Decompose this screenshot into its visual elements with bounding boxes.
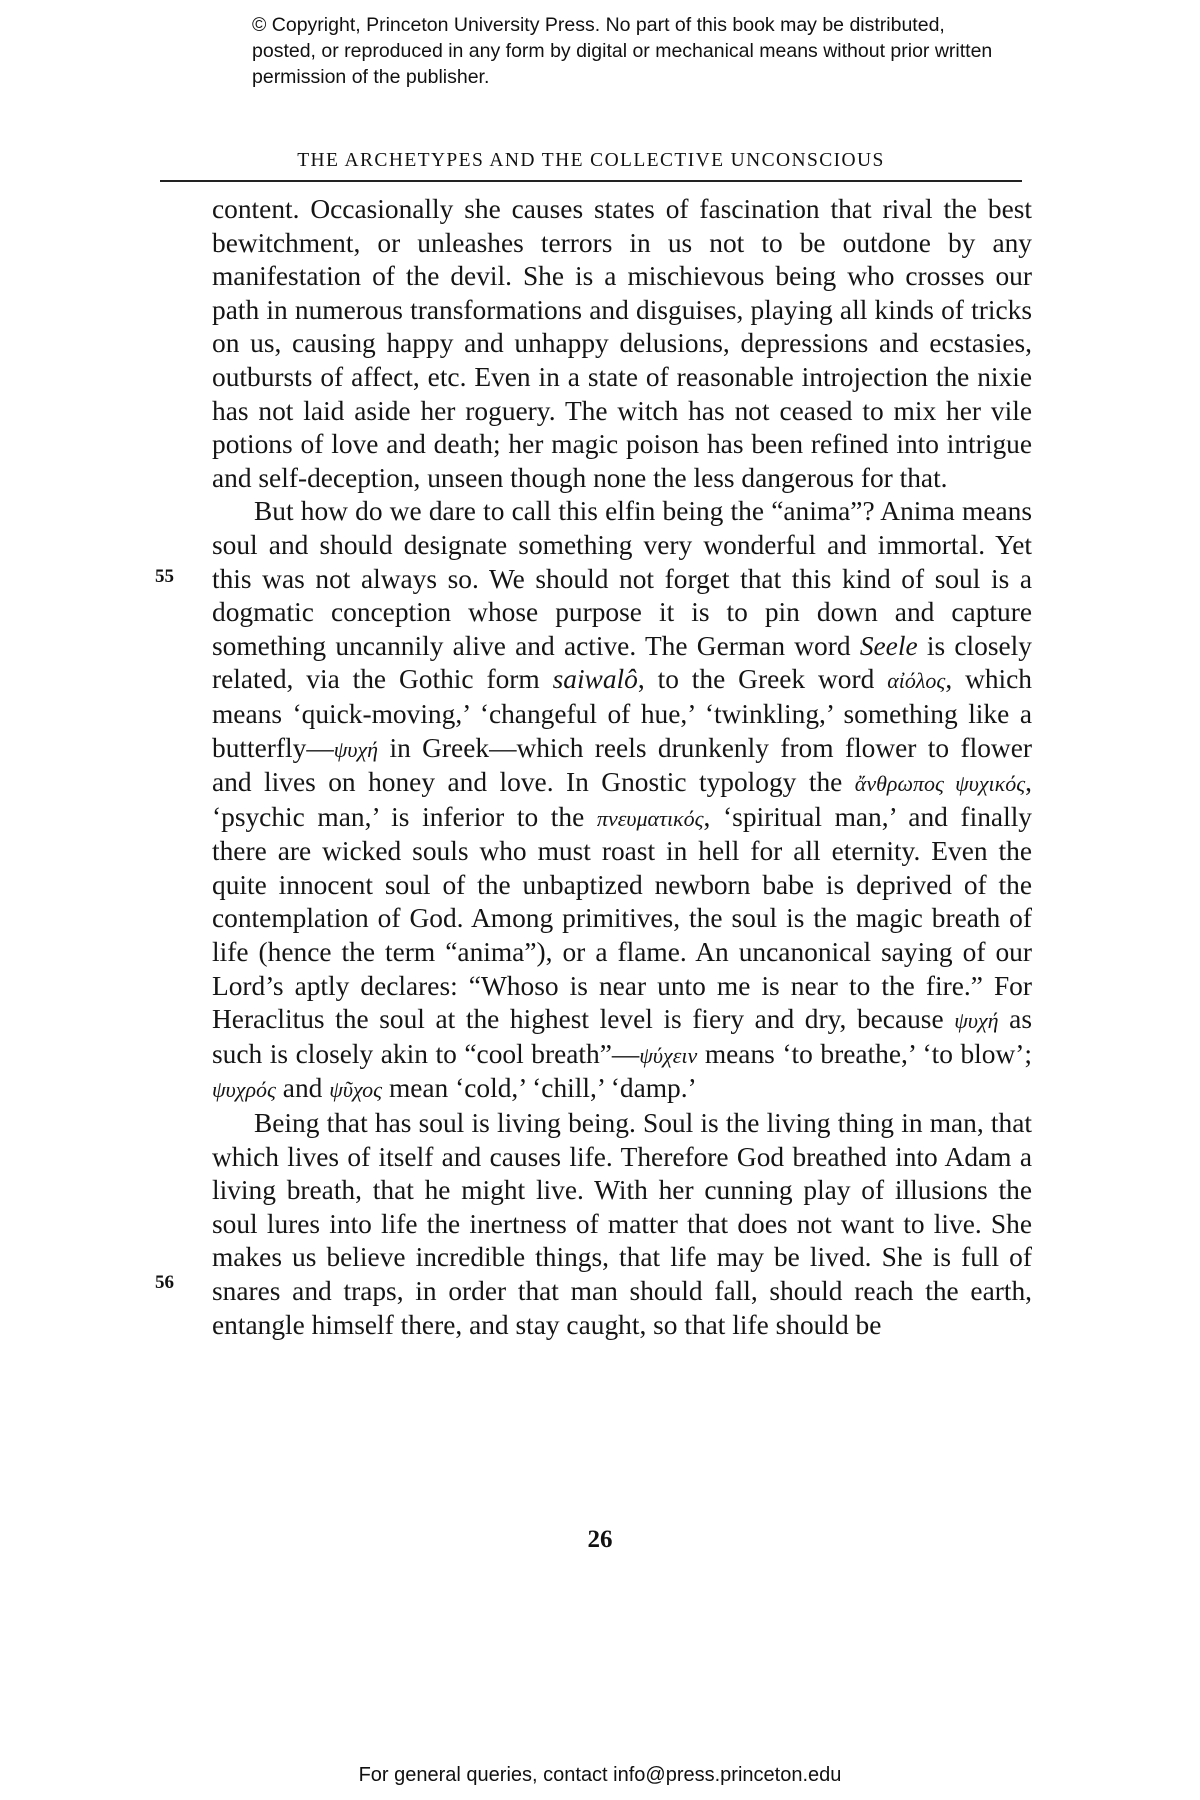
greek-psyche: ψυχή bbox=[954, 1008, 999, 1034]
term-seele: Seele bbox=[859, 630, 918, 661]
greek-anthropos-psychikos: ἄνθρωπος ψυχικός bbox=[854, 771, 1026, 797]
greek-pneumatikos: πνευματικός bbox=[596, 805, 704, 831]
text-run: , which means ‘quick-moving,’ ‘changeful of hue,’ ‘twinkling,’ something like a butterfly— bbox=[212, 664, 1033, 763]
text-run: is closely related, via the Gothic form bbox=[212, 630, 1032, 695]
text-run: mean ‘cold,’ ‘chill,’ ‘damp.’ bbox=[382, 1073, 697, 1104]
greek-psychein: ψύχειν bbox=[639, 1042, 698, 1068]
paragraph-56: Being that has soul is living being. Soul is the living thing in man, that which lives of itself and causes life. Therefore God breathed into Adam a living breath, that he might live. With her cunning play of illusions the soul lures into life the inertness of matter that does not want to live. She makes us believe incredible things, that life may be lived. She is full of snares and traps, in order that man should fall, should reach the earth, entangle himself there, and stay caught, so that life should be bbox=[212, 1108, 1032, 1340]
body-text bbox=[212, 193, 1032, 1342]
text-run: But how do we dare to call this elfin being the “anima”? Anima means soul and should designate something very wonderful and immortal. Yet this was not always so. We should not forget that this kind of soul is a dogmatic conception whose purpose it is to pin down and capture something uncannily alive and active. The German word bbox=[212, 496, 1032, 661]
paragraph-number-55: 55 bbox=[155, 566, 174, 587]
text-run: in Greek—which reels drunkenly from flower to flower and lives on honey and love. In Gnostic typology the bbox=[212, 732, 1032, 798]
copyright-notice: © Copyright, Princeton University Press. No part of this book may be distributed, posted, or reproduced in any form by digital or mechanical means without prior written permission of the publisher. bbox=[252, 14, 993, 88]
page-number: 26 bbox=[587, 1526, 613, 1553]
paragraph-55 bbox=[212, 495, 1032, 1107]
running-head: THE ARCHETYPES AND THE COLLECTIVE UNCONSCIOUS bbox=[297, 150, 885, 171]
paragraph-number-56: 56 bbox=[155, 1272, 174, 1293]
text-run: , ‘spiritual man,’ and finally there are wicked souls who must roast in hell for all eternity. Even the quite innocent soul of the unbaptized newborn babe is deprived of the contemplation of God. Among primitives, the soul is the magic breath of life (hence the term “anima”), or a flame. An uncanonical saying of our Lord’s aptly declares: “Whoso is near unto me is near to the fire.” For Heraclitus the soul at the highest level is fiery and dry, because bbox=[212, 801, 1032, 1035]
greek-psychos: ψῦχος bbox=[329, 1077, 383, 1103]
greek-psychros: ψυχρός bbox=[212, 1077, 276, 1103]
text-run: means ‘to breathe,’ ‘to blow’; bbox=[697, 1038, 1032, 1069]
paragraph-continued: content. Occasionally she causes states of fascination that rival the best bewitchment, or unleashes terrors in us not to be outdone by any manifestation of the devil. She is a mischievous being who crosses our path in numerous transformations and disguises, playing all kinds of tricks on us, causing happy and unhappy delusions, depressions and ecstasies, outbursts of affect, etc. Even in a state of reasonable introjection the nixie has not laid aside her roguery. The witch has not ceased to mix her vile potions of love and death; her magic poison has been refined into intrigue and self-deception, unseen though none the less dangerous for that. bbox=[212, 194, 1032, 493]
text-run: as such is closely akin to “cool breath”— bbox=[212, 1004, 1032, 1069]
term-saiwalo: saiwalô bbox=[552, 664, 638, 695]
greek-aiolos: αἰόλος bbox=[887, 668, 946, 694]
text-run: , to the Greek word bbox=[637, 664, 888, 695]
footer-contact: For general queries, contact info@press.princeton.edu bbox=[358, 1764, 842, 1786]
text-run: , ‘psychic man,’ is inferior to the bbox=[212, 767, 1032, 832]
text-run: and bbox=[275, 1073, 330, 1104]
greek-psyche: ψυχή bbox=[333, 736, 379, 762]
header-rule bbox=[160, 180, 1022, 182]
